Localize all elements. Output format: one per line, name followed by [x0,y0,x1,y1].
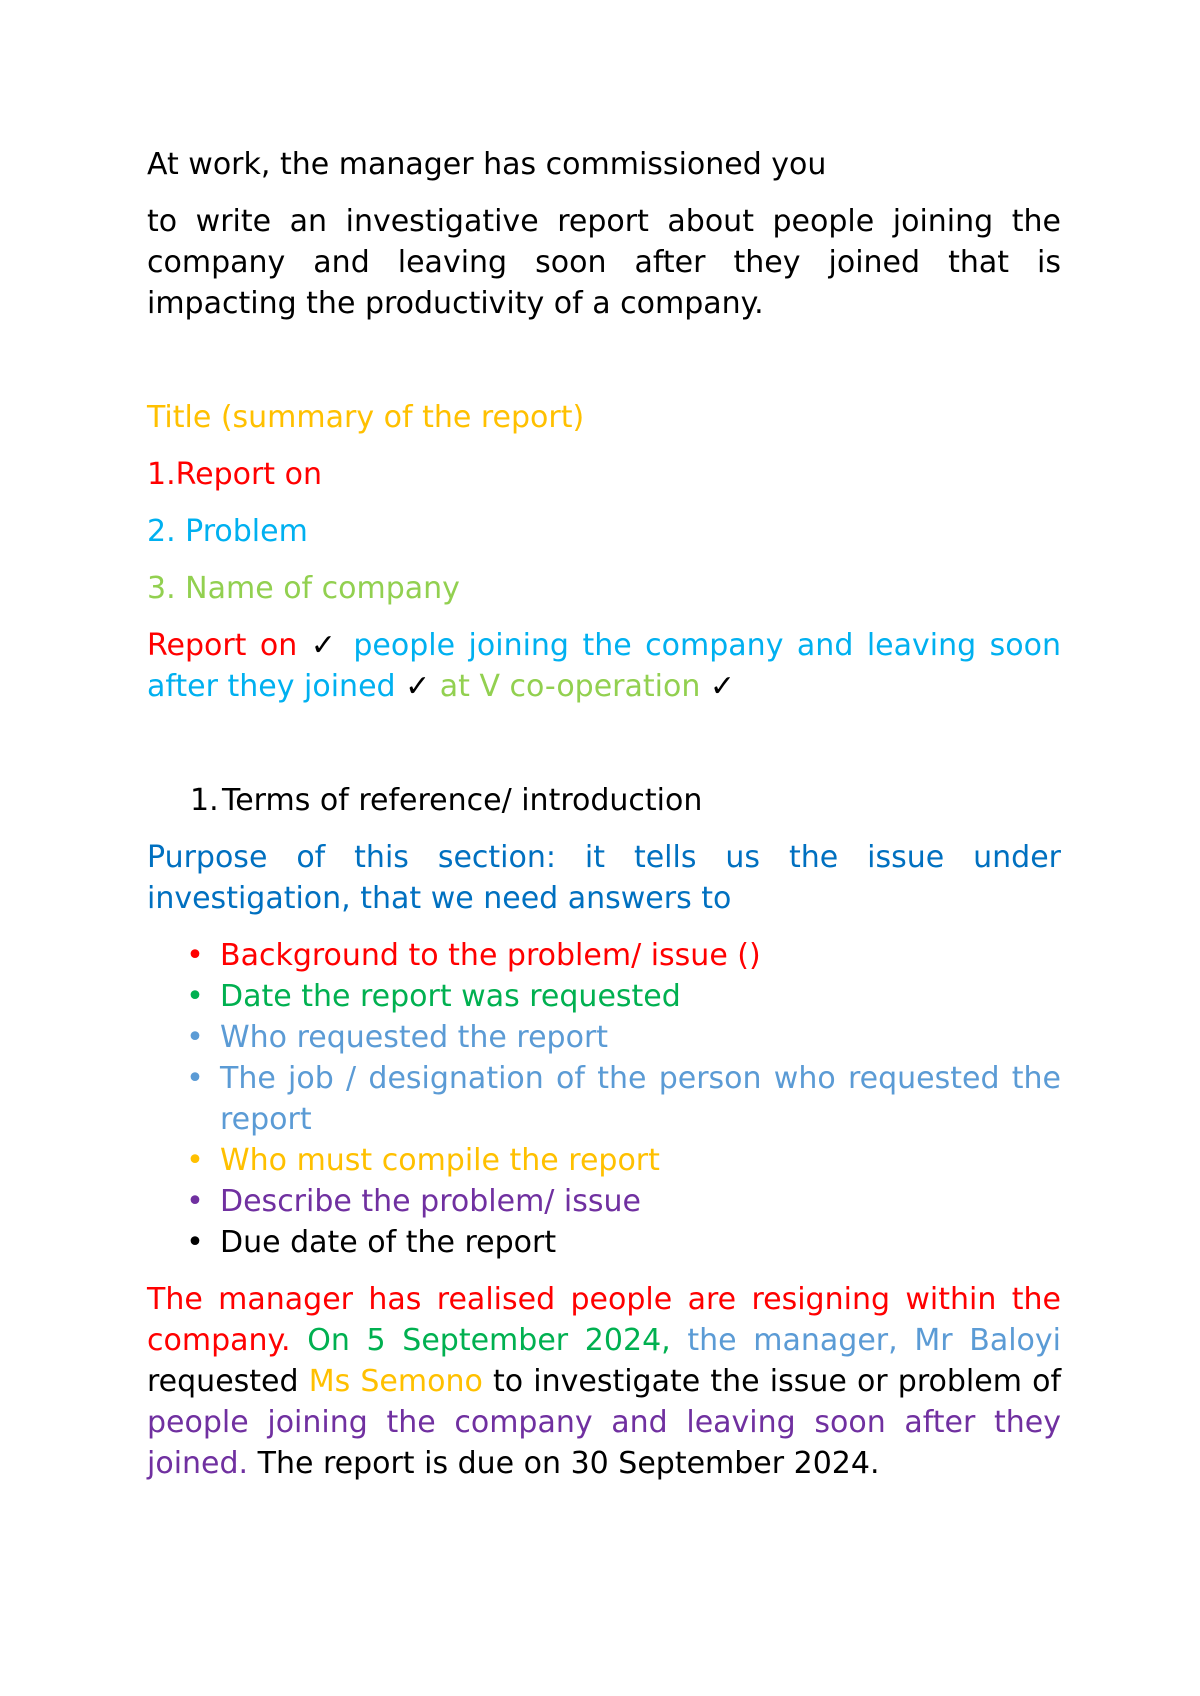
list-item-text: Due date of the report [220,1225,557,1260]
bullet-icon: • [186,1061,204,1096]
section-number: 1. [190,783,219,818]
list-item [147,1222,1061,1263]
intro-line: At work, the manager has commissioned you [147,147,827,182]
check-icon: ✓ [405,669,431,704]
example-title [147,625,1061,707]
check-icon: ✓ [709,669,736,704]
example-compiler: Ms Semono [308,1364,483,1399]
example-title-problem: people joining the company and leaving soon after they joined [147,628,1062,704]
bullet-icon: • [186,938,204,973]
example-problem: people joining the company and leaving soon after they joined. [147,1405,1061,1481]
list-item-text: Who requested the report [220,1020,609,1055]
title-guide-item-problem: 2. Problem [147,514,308,549]
requirements-list [147,935,1061,1263]
document-page [147,0,1061,1484]
section-title: Terms of reference/ introduction [222,783,703,818]
list-item-text: The job / designation of the person who requested the report [220,1061,1061,1137]
example-text: requested [147,1364,309,1399]
example-requester: the manager, Mr Baloyi [670,1323,1061,1358]
list-item-text: Background to the problem/ issue () [220,938,761,973]
bullet-icon: • [186,1225,204,1260]
section-heading [147,780,1061,821]
list-item-text: Who must compile the report [220,1143,660,1178]
example-date: On 5 September 2024, [290,1323,671,1358]
check-icon: ✓ [310,628,340,663]
list-item [147,1181,1061,1222]
list-item [147,976,1061,1017]
example-paragraph [147,1279,1061,1484]
example-due-date: The report is due on 30 September 2024. [248,1446,880,1481]
example-title-company: at V co-operation [430,669,710,704]
bullet-icon: • [186,1020,204,1055]
bullet-icon: • [186,979,204,1014]
list-item [147,1140,1061,1181]
intro-paragraph: to write an investigative report about people joining the company and leaving soon after they joined that is impacting the productivity of a company. [147,204,1061,321]
bullet-icon: • [186,1143,204,1178]
example-title-report-on: Report on [147,628,311,663]
bullet-icon: • [186,1184,204,1219]
title-guide-item-company: 3. Name of company [147,571,460,606]
list-item [147,1058,1061,1140]
example-text: to investigate the issue or problem of [482,1364,1062,1399]
title-guide-item-report-on: 1.Report on [147,457,322,492]
list-item-text: Date the report was requested [220,979,681,1014]
example-background: The manager has realised people are resigning within the company. [147,1282,1061,1358]
list-item [147,1017,1061,1058]
title-guide-heading: Title (summary of the report) [147,400,585,435]
list-item-text: Describe the problem/ issue [220,1184,641,1219]
list-item [147,935,1061,976]
section-purpose: Purpose of this section: it tells us the issue under investigation, that we need answers to [147,840,1061,916]
